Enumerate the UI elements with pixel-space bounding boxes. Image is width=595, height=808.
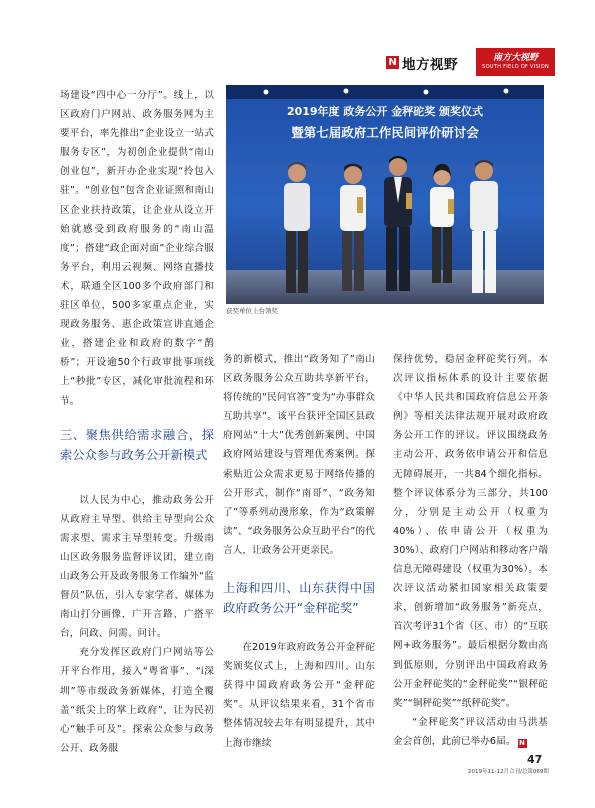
text-column-left	[60, 86, 214, 758]
section-heading: 上海和四川、山东获得中国政府政务公开“金秤砣奖”	[223, 581, 375, 616]
section-title: 地方视野	[402, 57, 458, 73]
text-column-middle	[223, 350, 375, 753]
paragraph: 务的新模式，推出“政务知了”南山区政务服务公众互助共享新平台，将传统的“民问官答”变为“办事群众互助共享”。该平台获评全国区县政府网站“十大”优秀创新案例、中国政府网站建设与管理优秀案例。探索贴近公众需求更易于网络传播的公开形式，制作“南哥”、“政务知了”等系列动漫形象，作为“政策解读”、“政务服务公众互助平台”的代言人，让政务公开更亲民。	[223, 354, 375, 556]
magazine-logo-en: SOUTH FIELD OF VISION	[482, 64, 549, 70]
issue-info: 2019年11-12月合刊/总第069期	[468, 769, 549, 775]
magazine-logo-cn: 南方大视野	[492, 53, 538, 63]
paragraph: 场建设“四中心一分厅”。线上，以区政府门户网站、政务服务网为主要平台，率先推出“企业设立一站式服务专区”，为初创企业提供“南山创业包”，新开办企业实现“拎包入驻”。“创业包”包含企业证照和南山区企业扶持政策，让企业从设立开始就感受到政府服务的“南山温度”；搭建“政企面对面”企业综合服务平台，利用云视频、网络直播技术，联通全区100多个政府部门和驻区单位，500多家重点企业，实现政务服务、惠企政策宣讲直通企业，搭建企业和政府的数字“鹊桥”；开设逾50个行政审批事项线上“秒批”专区，减化审批流程和环节。	[60, 90, 214, 407]
paragraph: 在2019年政府政务公开金秤砣奖颁奖仪式上，上海和四川、山东获得中国政府政务公开“金秤砣奖”。从评议结果来看，31个省市整体情况较去年有明显提升，其中上海市继续	[223, 642, 375, 749]
award-ceremony-photo	[226, 85, 544, 304]
paragraph: 充分发挥区政府门户网站等公开平台作用，接入“粤省事”、“i深圳”等市级政务新媒体，打造全覆盖“纸尖上的掌上政府”，让为民初心“触手可及”。探索公众参与政务公开、政务服	[60, 647, 214, 754]
paragraph	[393, 713, 548, 751]
photo-caption: 获奖单位上台领奖	[226, 307, 278, 315]
paragraph: 以人民为中心，推动政务公开从政府主导型、供给主导型向公众需求型、需求主导型转变。升级南山区政务服务监督评议团，建立南山政务公开及政务服务工作编外“监督员”队伍，引入专家学者、媒体为南山打分画像，广开言路、广搭平台，问政、问需、问计。	[60, 494, 214, 640]
section-heading: 三、聚焦供给需求融合，探索公众参与政务公开新模式	[60, 427, 214, 462]
page-number: 47	[527, 753, 543, 766]
end-mark-icon: N	[519, 738, 526, 747]
banner-subtitle: 暨第七届政府工作民间评价研讨会	[291, 125, 479, 140]
paragraph-text: “金秤砣奖”评议活动由马洪基金会首创，此前已举办6届。	[393, 716, 548, 747]
magazine-mark-icon: N	[386, 56, 399, 69]
text-column-right	[393, 350, 548, 751]
paragraph: 保持优势，稳居金秤砣奖行列。本次评议指标体系的设计主要依据《中华人民共和国政府信息公开条例》等相关法律法规开展对政府政务公开工作的评议。评议围绕政务主动公开、政务依申请公开和信息无障碍展开，一共84个细化指标。整个评议体系分为三部分，共100分，分别是主动公开（权重为40%）、依申请公开（权重为30%）、政府门户网站和移动客户端信息无障碍建设（权重为30%）。本次评议活动紧扣国家相关政策要求，创新增加“政务服务”新亮点，首次考评31个省（区、市）的“互联网+政务服务”。最后根据分数由高到低原则，分别评出中国政府政务公开金秤砣奖的“金秤砣奖”“银秤砣奖”“铜秤砣奖”“纸秤砣奖”。	[393, 354, 548, 709]
banner-title: 2019年度 政务公开 金秤砣奖 颁奖仪式	[286, 105, 484, 118]
magazine-logo	[476, 48, 555, 76]
masthead	[386, 48, 555, 76]
